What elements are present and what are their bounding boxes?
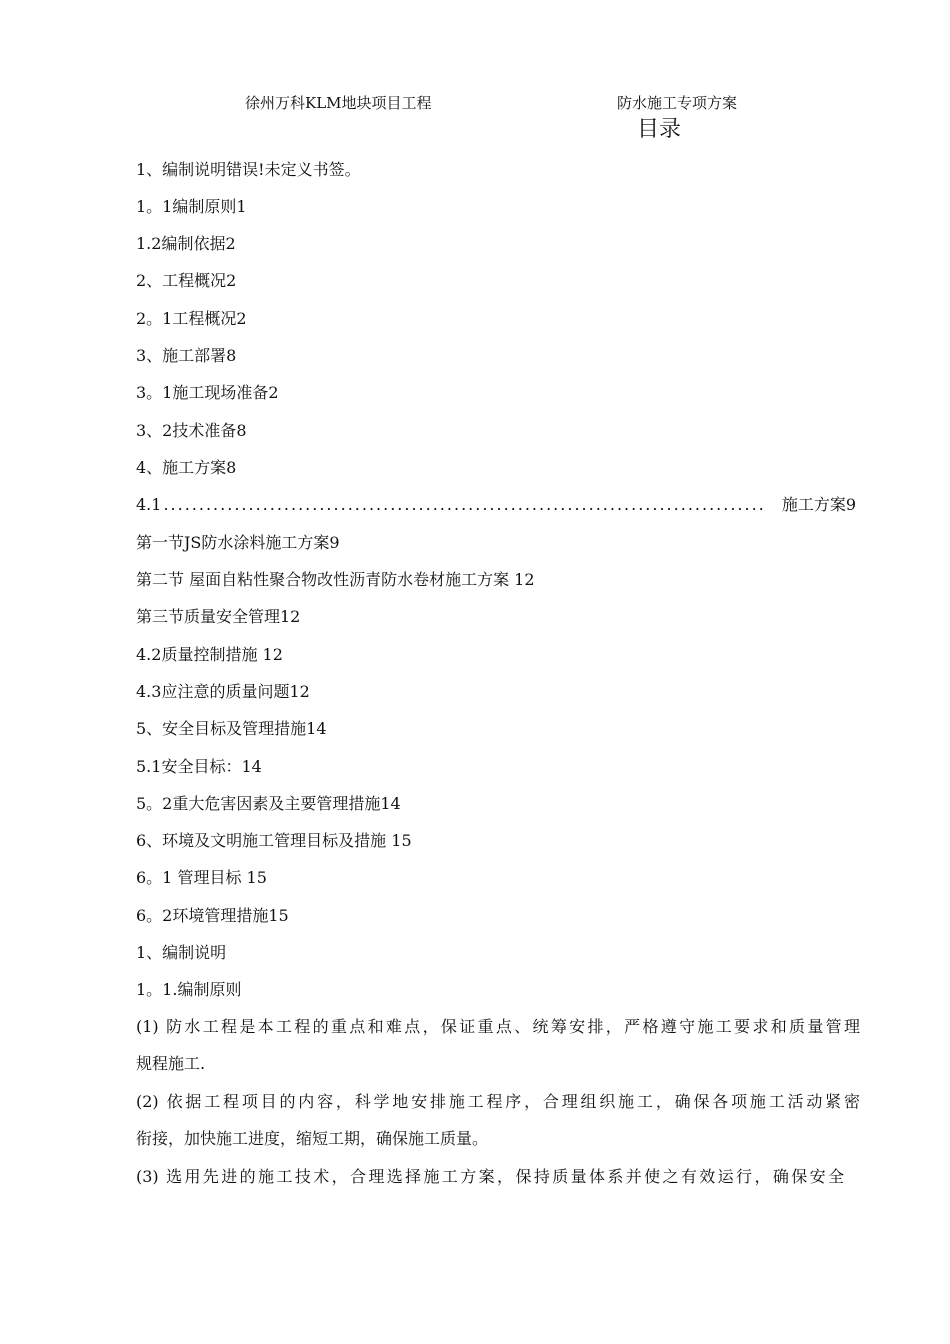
toc-item[interactable]: 第一节JS防水涂料施工方案9	[136, 533, 340, 552]
section-heading: 1、编制说明	[136, 943, 227, 962]
toc-item[interactable]: 3、施工部署8	[136, 346, 237, 365]
toc-item[interactable]: 第三节质量安全管理12	[136, 607, 301, 626]
toc-item[interactable]: 4、施工方案8	[136, 458, 237, 477]
paragraph-1-line-1: (1) 防水工程是本工程的重点和难点，保证重点、统筹安排，严格遵守施工要求和质量管理	[136, 1017, 860, 1036]
toc-item[interactable]: 4.3应注意的质量问题12	[136, 682, 310, 701]
toc-dot-leader: .....................................................................................	[163, 495, 766, 514]
toc-item[interactable]: 1。1编制原则1	[136, 197, 247, 216]
toc-item[interactable]: 6。2环境管理措施15	[136, 906, 289, 925]
toc-item[interactable]: 5、安全目标及管理措施14	[136, 719, 327, 738]
paragraph-2-line-2: 衔接，加快施工进度，缩短工期，确保施工质量。	[136, 1129, 489, 1148]
toc-item-number: 4.1	[136, 495, 162, 514]
paragraph-3-line-1: (3) 选用先进的施工技术，合理选择施工方案，保持质量体系并使之有效运行，确保安全	[136, 1167, 844, 1186]
toc-item[interactable]: 第二节 屋面自粘性聚合物改性沥青防水卷材施工方案 12	[136, 570, 535, 589]
subsection-heading: 1。1.编制原则	[136, 980, 242, 999]
header-document-type: 防水施工专项方案	[617, 94, 738, 112]
toc-item[interactable]: 5。2重大危害因素及主要管理措施14	[136, 794, 401, 813]
toc-item[interactable]: 3、2技术准备8	[136, 421, 247, 440]
paragraph-2	[136, 1083, 860, 1157]
paragraph-3	[136, 1158, 844, 1195]
toc-item[interactable]: 1.2编制依据2	[136, 234, 236, 253]
toc-item[interactable]: 6、环境及文明施工管理目标及措施 15	[136, 831, 412, 850]
toc-item[interactable]: 6。1 管理目标 15	[136, 868, 267, 887]
toc-item[interactable]: 1、编制说明错误!未定义书签。	[136, 160, 361, 179]
toc-item[interactable]: 3。1施工现场准备2	[136, 383, 279, 402]
toc-item[interactable]: 4.2质量控制措施 12	[136, 645, 283, 664]
toc-item[interactable]: 2。1工程概况2	[136, 309, 247, 328]
paragraph-2-line-1: (2) 依据工程项目的内容，科学地安排施工程序，合理组织施工，确保各项施工活动紧密	[136, 1092, 860, 1111]
toc-item[interactable]: 5.1安全目标：14	[136, 757, 262, 776]
toc-title: 目录	[637, 117, 682, 142]
header-project-name: 徐州万科KLM地块项目工程	[245, 94, 432, 112]
toc-item[interactable]: 2、工程概况2	[136, 271, 237, 290]
paragraph-1	[136, 1008, 860, 1082]
paragraph-1-line-2: 规程施工.	[136, 1054, 206, 1073]
toc-item-dotted[interactable]	[136, 494, 856, 516]
toc-item-label: 施工方案9	[781, 495, 856, 514]
